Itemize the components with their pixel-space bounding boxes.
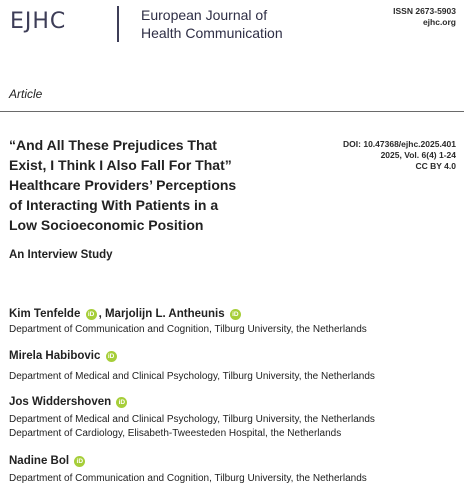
volume-info: 2025, Vol. 6(4) 1-24 <box>380 150 456 160</box>
doi-link[interactable]: DOI: 10.47368/ejhc.2025.401 <box>343 139 456 149</box>
title-line: “And All These Prejudices That <box>9 137 217 153</box>
author-name: Nadine Bol <box>9 455 70 467</box>
article-type: Article <box>9 87 43 101</box>
author-name: Jos Widdershoven <box>9 396 112 408</box>
author-affiliation: Department of Communication and Cognition, Tilburg University, the Netherlands <box>9 473 367 484</box>
author-line <box>9 350 119 362</box>
author-line <box>9 396 129 408</box>
author-line <box>9 455 87 467</box>
title-line: of Interacting With Patients in a <box>9 197 219 213</box>
author-name: Mirela Habibovic <box>9 350 101 362</box>
author-affiliation: Department of Communication and Cognition, Tilburg University, the Netherlands <box>9 324 367 335</box>
orcid-icon[interactable]: iD <box>230 309 241 320</box>
issn-block <box>393 6 456 28</box>
title-line: Healthcare Providers’ Perceptions <box>9 177 237 193</box>
journal-site-link[interactable]: ejhc.org <box>422 17 456 27</box>
author-affiliation: Department of Cardiology, Elisabeth-Tweesteden Hospital, the Netherlands <box>9 428 342 439</box>
title-line: Exist, I Think I Also Fall For That” <box>9 157 232 173</box>
header-rule <box>0 111 464 112</box>
author-separator: , <box>98 308 102 320</box>
author-affiliation: Department of Medical and Clinical Psychology, Tilburg University, the Netherlands <box>9 414 375 425</box>
orcid-icon[interactable]: iD <box>74 456 85 467</box>
journal-name-line1: European Journal of <box>141 7 268 23</box>
author-line <box>9 308 243 320</box>
journal-header <box>0 0 464 48</box>
author-name: Marjolijn L. Antheunis <box>104 308 225 320</box>
journal-name-line2: Health Communication <box>141 25 283 41</box>
article-meta <box>343 139 456 172</box>
issn-text: ISSN 2673-5903 <box>393 6 456 16</box>
header-divider <box>117 6 119 42</box>
orcid-icon[interactable]: iD <box>116 397 127 408</box>
author-name: Kim Tenfelde <box>9 308 81 320</box>
orcid-icon[interactable]: iD <box>86 309 97 320</box>
article-title <box>9 135 289 235</box>
author-affiliation: Department of Medical and Clinical Psychology, Tilburg University, the Netherlands <box>9 371 375 382</box>
title-line: Low Socioeconomic Position <box>9 217 204 233</box>
journal-name <box>141 6 283 42</box>
svg-text:EJHC: EJHC <box>10 9 67 33</box>
article-subtitle: An Interview Study <box>9 249 113 261</box>
license-link[interactable]: CC BY 4.0 <box>415 161 456 171</box>
ejhc-logo <box>10 7 100 33</box>
orcid-icon[interactable]: iD <box>106 351 117 362</box>
